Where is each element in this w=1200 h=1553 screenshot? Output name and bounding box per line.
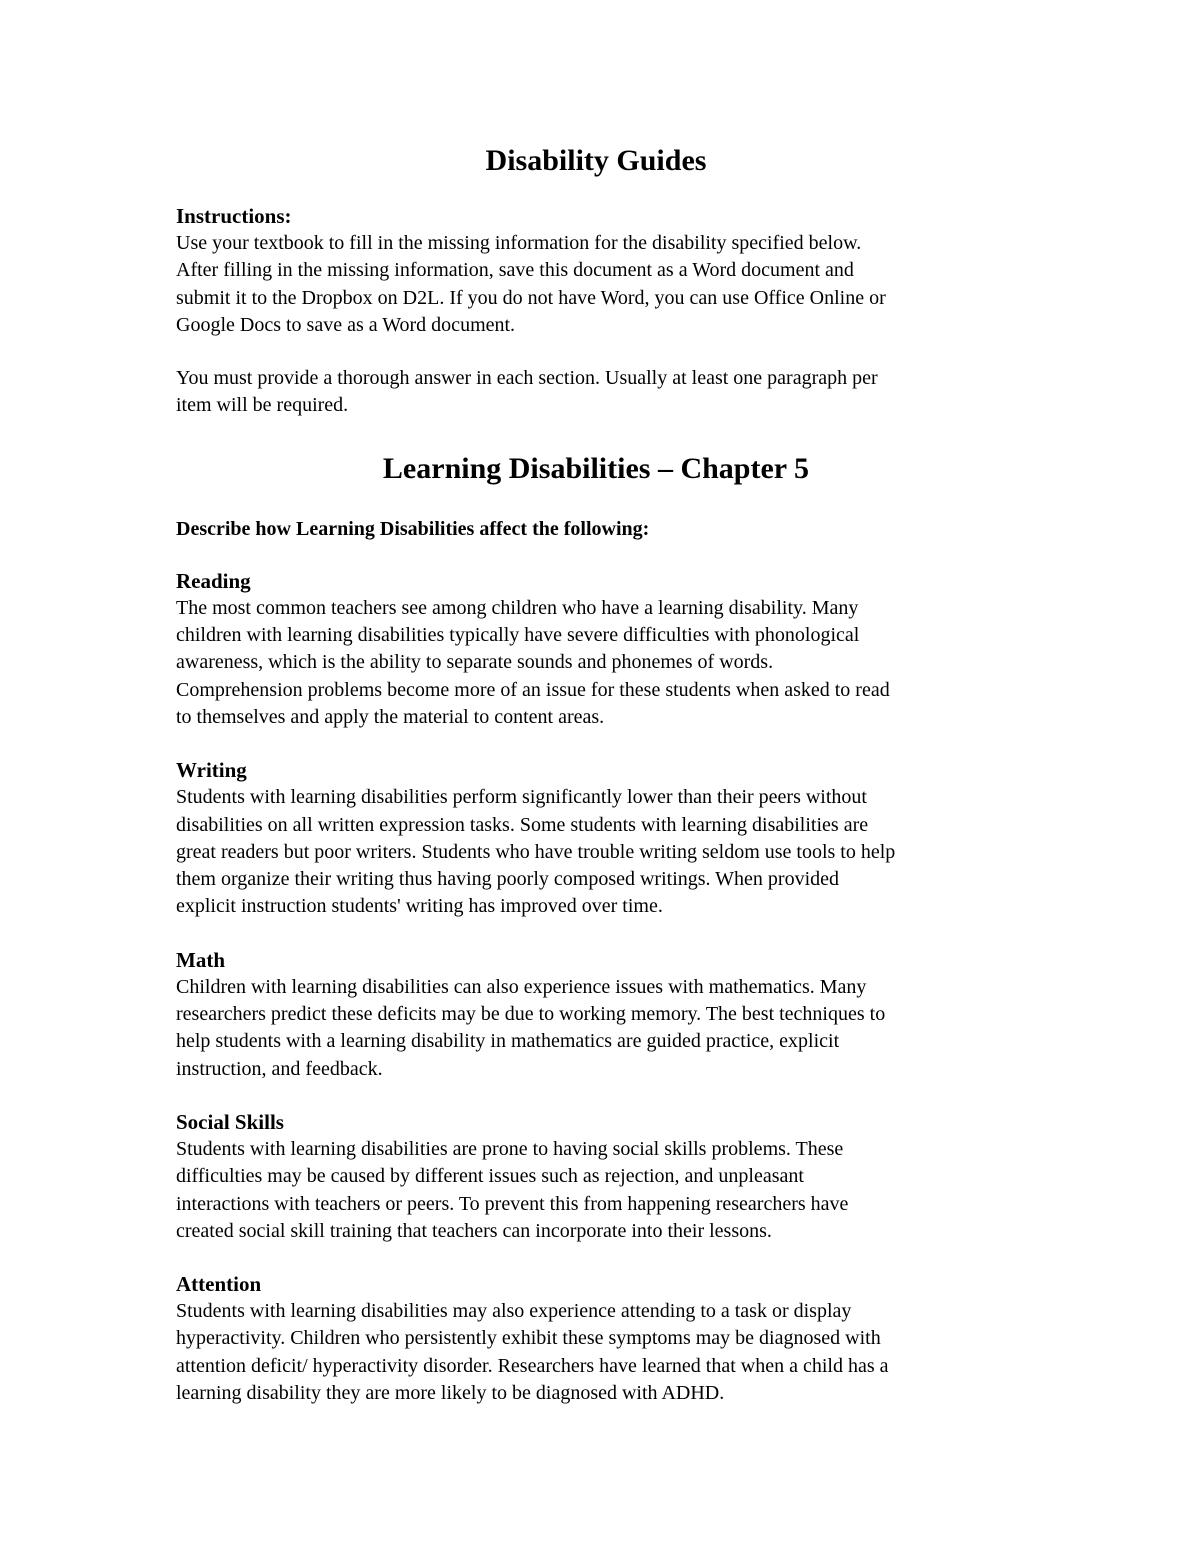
section-body: Students with learning disabilities are prone to having social skills problems. These difficulties may be caused by different issues such as rejection, and unpleasant interactions with teachers or peers. To prevent this from happening researchers have created social skill training that teachers can incorporate into their lessons. <box>176 1137 849 1242</box>
section-heading: Attention <box>176 1272 262 1297</box>
section-heading: Math <box>176 947 225 972</box>
section-heading: Writing <box>176 758 247 783</box>
document-title: Disability Guides <box>485 144 707 177</box>
section-body: Students with learning disabilities perform significantly lower than their peers without disabilities on all written expression tasks. Some students with learning disabilities are great readers but poor writers. Students who have trouble writing seldom use tools to help them organize their writing thus having poorly composed writings. When provided explicit instruction students' writing has improved over time. <box>176 786 896 918</box>
section-heading: Social Skills <box>176 1109 284 1134</box>
section-math <box>176 947 1036 1083</box>
section-social-skills <box>176 1109 1036 1245</box>
section-body: Students with learning disabilities may also experience attending to a task or display hyperactivity. Children who persistently exhibit these symptoms may be diagnosed with attention deficit/ hyperactivity disorder. Researchers have learned that when a child has a learning disability they are more likely to be diagnosed with ADHD. <box>176 1300 889 1405</box>
section-reading <box>176 568 1036 731</box>
requirement-text: You must provide a thorough answer in each section. Usually at least one paragraph per item will be required. <box>176 367 878 417</box>
section-writing <box>176 757 1036 920</box>
document-page <box>176 138 1036 1407</box>
section-prompt: Describe how Learning Disabilities affect the following: <box>176 517 650 540</box>
section-attention <box>176 1271 1036 1407</box>
section-heading: Reading <box>176 568 251 593</box>
section-body: The most common teachers see among children who have a learning disability. Many children with learning disabilities typically have severe difficulties with phonological awareness, which is the ability to separate sounds and phonemes of words. Comprehension problems become more of an issue for these students when asked to read to themselves and apply the material to content areas. <box>176 596 890 728</box>
chapter-title: Learning Disabilities – Chapter 5 <box>382 451 810 485</box>
section-body: Children with learning disabilities can also experience issues with mathematics. Many researchers predict these deficits may be due to working memory. The best techniques to help students with a learning disability in mathematics are guided practice, explicit instruction, and feedback. <box>176 975 886 1080</box>
instructions-text: Use your textbook to fill in the missing information for the disability specified below. After filling in the missing information, save this document as a Word document and submit it to the Dropbox on D2L. If you do not have Word, you can use Office Online or Google Docs to save as a Word document. <box>176 232 886 336</box>
instructions-label: Instructions: <box>176 204 292 228</box>
